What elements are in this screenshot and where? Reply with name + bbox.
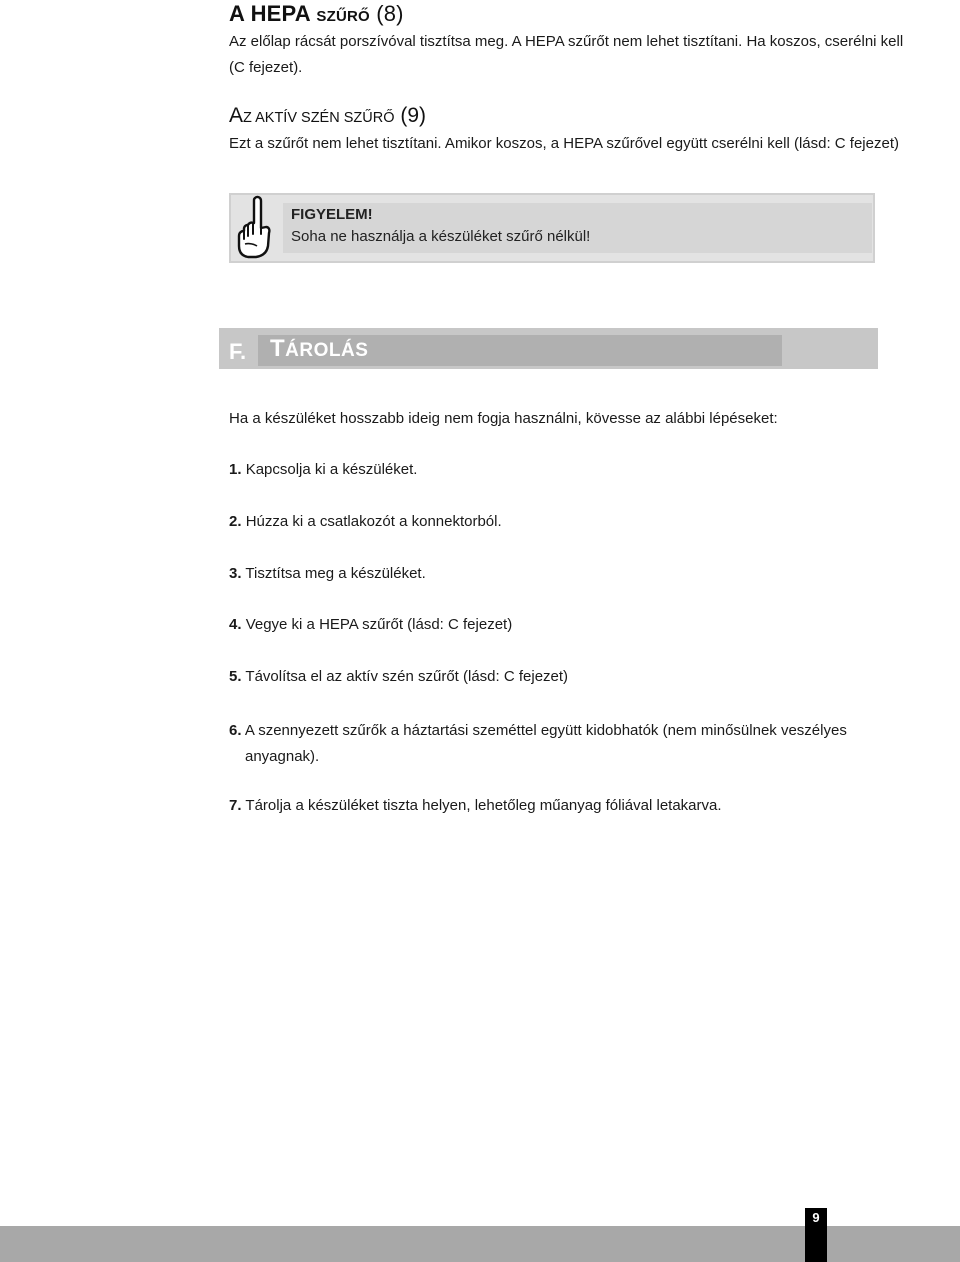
heading-hepa-filter — [229, 1, 404, 27]
heading-hepa-number: (8) — [376, 1, 404, 26]
warning-title: FIGYELEM! — [291, 206, 373, 223]
step-number: 1. — [229, 461, 242, 478]
step-text: A szennyezett szűrők a háztartási szeméttel együtt kidobhatók (nem minősülnek veszélyes — [244, 722, 847, 739]
step-number: 5. — [229, 668, 242, 685]
step-text: Húzza ki a csatlakozót a konnektorból. — [245, 513, 502, 530]
step-number: 2. — [229, 513, 242, 530]
storage-intro: Ha a készüléket hosszabb ideig nem fogja használni, kövesse az alábbi lépéseket: — [229, 410, 778, 427]
step-text: Kapcsolja ki a készüléket. — [245, 461, 418, 478]
section-letter: F. — [229, 339, 247, 364]
page-number: 9 — [812, 1210, 820, 1225]
step-text: Tisztítsa meg a készüléket. — [245, 565, 426, 582]
step-line — [229, 718, 870, 744]
heading-carbon-smallcaps: Z AKTÍV SZÉN SZŰRŐ — [243, 110, 395, 126]
list-item — [229, 718, 870, 770]
hepa-paragraph-line2: (C fejezet). — [229, 59, 303, 76]
step-text-continued: anyagnak). — [245, 748, 320, 765]
list-item — [229, 565, 426, 582]
step-text: Távolítsa el az aktív szén szűrőt (lásd: C fejezet) — [245, 668, 569, 685]
heading-hepa-main: A HEPA — [229, 1, 311, 26]
section-title-first-letter: T — [270, 335, 286, 362]
step-text: Vegye ki a HEPA szűrőt (lásd: C fejezet) — [245, 616, 513, 633]
heading-carbon-filter — [229, 104, 426, 128]
list-item — [229, 668, 568, 685]
section-title-storage — [270, 335, 368, 363]
hepa-paragraph-line1: Az előlap rácsát porszívóval tisztítsa meg. A HEPA szűrőt nem lehet tisztítani. Ha koszos, cserélni kell — [229, 33, 904, 50]
step-text: Tárolja a készüléket tiszta helyen, lehetőleg műanyag fóliával letakarva. — [245, 797, 722, 814]
step-number: 3. — [229, 565, 242, 582]
step-number: 4. — [229, 616, 242, 633]
carbon-paragraph: Ezt a szűrőt nem lehet tisztítani. Amikor koszos, a HEPA szűrővel együtt cserélni kell (lásd: C fejezet) — [229, 135, 899, 152]
warning-text: Soha ne használja a készüléket szűrő nélkül! — [291, 228, 591, 245]
heading-hepa-smallcaps: SZŰRŐ — [316, 8, 370, 25]
heading-carbon-number: (9) — [400, 104, 426, 127]
section-title-rest: ÁROLÁS — [285, 340, 369, 361]
heading-carbon-first-letter: A — [229, 104, 244, 127]
list-item — [229, 616, 512, 633]
step-number: 6. — [229, 722, 242, 739]
list-item — [229, 461, 417, 478]
pointing-hand-icon — [233, 194, 273, 260]
list-item — [229, 797, 722, 814]
step-number: 7. — [229, 797, 242, 814]
list-item — [229, 513, 502, 530]
